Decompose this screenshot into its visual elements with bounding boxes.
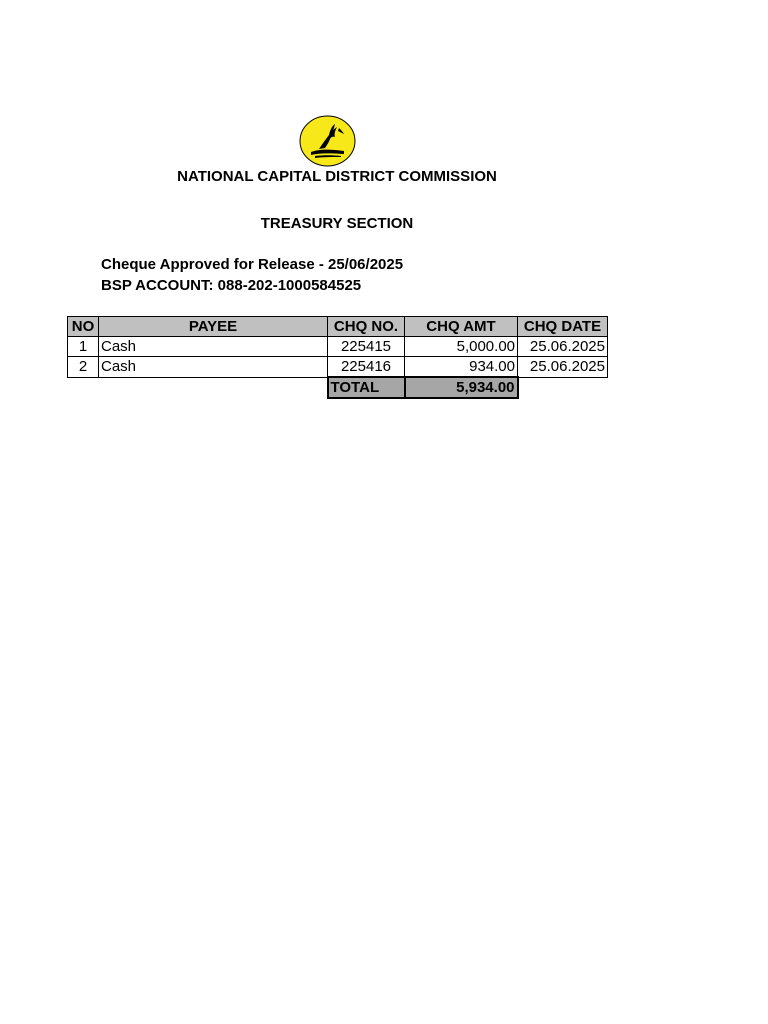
- blank-cell: [68, 377, 99, 398]
- blank-cell: [99, 377, 328, 398]
- col-header-payee: PAYEE: [99, 317, 328, 337]
- row-chq-amt: 934.00: [405, 357, 518, 378]
- table-row: [68, 337, 608, 357]
- row-no: 2: [68, 357, 99, 378]
- section-title: TREASURY SECTION: [260, 215, 414, 232]
- ncdc-logo: [299, 115, 356, 167]
- row-payee: Cash: [99, 337, 328, 357]
- table-row: [68, 357, 608, 378]
- approval-line: Cheque Approved for Release - 25/06/2025: [101, 256, 404, 273]
- account-line: BSP ACCOUNT: 088-202-1000584525: [101, 277, 362, 294]
- row-chq-amt: 5,000.00: [405, 337, 518, 357]
- total-row: [68, 377, 608, 398]
- row-no: 1: [68, 337, 99, 357]
- total-value: 5,934.00: [405, 377, 518, 398]
- row-chq-no: 225416: [328, 357, 405, 378]
- col-header-chq-amt: CHQ AMT: [405, 317, 518, 337]
- table-header-row: [68, 317, 608, 337]
- row-chq-date: 25.06.2025: [518, 357, 608, 378]
- row-chq-date: 25.06.2025: [518, 337, 608, 357]
- total-label: TOTAL: [328, 377, 405, 398]
- organization-title: NATIONAL CAPITAL DISTRICT COMMISSION: [177, 168, 497, 185]
- blank-cell: [518, 377, 608, 398]
- col-header-chq-date: CHQ DATE: [518, 317, 608, 337]
- col-header-no: NO: [68, 317, 99, 337]
- col-header-chq-no: CHQ NO.: [328, 317, 405, 337]
- row-payee: Cash: [99, 357, 328, 378]
- row-chq-no: 225415: [328, 337, 405, 357]
- cheque-table: [67, 316, 608, 399]
